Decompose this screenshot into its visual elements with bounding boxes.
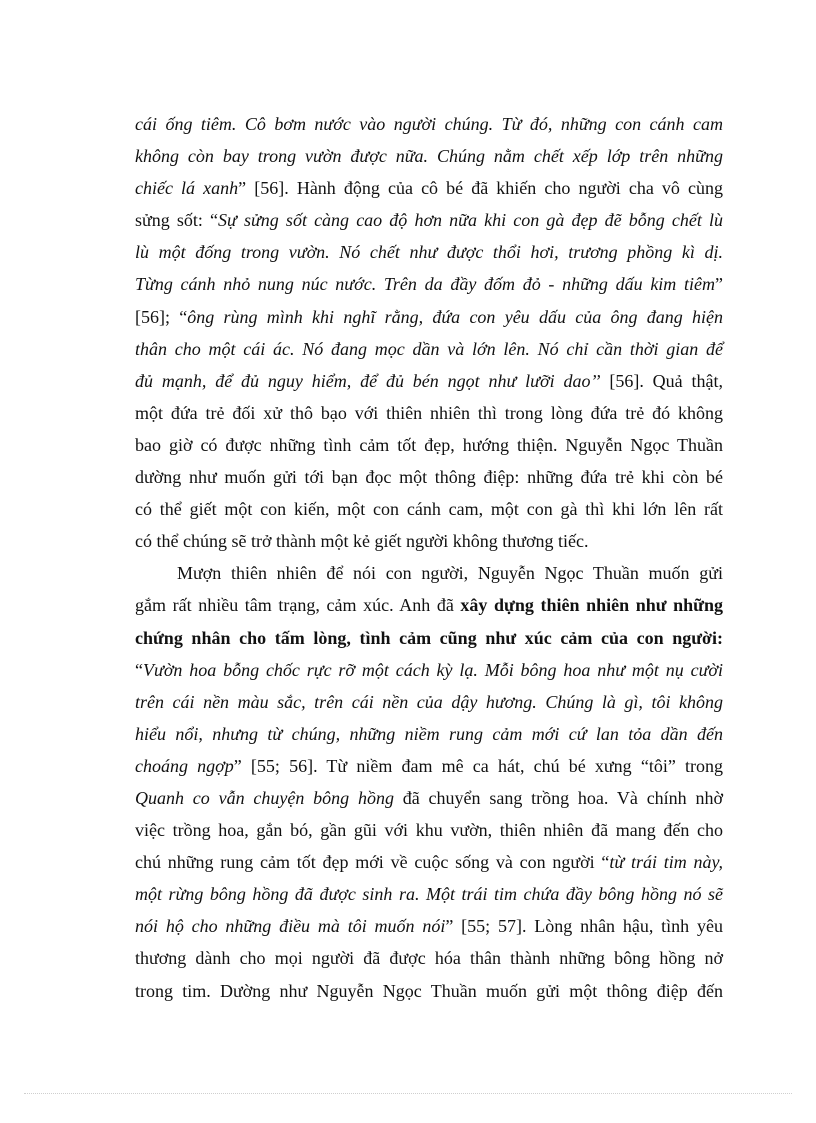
text-run: ông rùng mình khi nghĩ rằng, đứa con yêu dấu của ông đang hiện xyxy=(187,306,723,327)
text-run: thân cho một cái ác. Nó đang mọc dần và lớn lên. Nó chỉ cần thời gian để xyxy=(135,338,723,359)
text-line xyxy=(135,268,723,300)
text-line xyxy=(135,461,723,493)
text-run: Sự sửng sốt càng cao độ hơn nữa khi con gà đẹp đẽ bỗng chết lù xyxy=(218,210,723,231)
text-run: trong tim. Dường như Nguyễn Ngọc Thuần muốn gửi một thông điệp đến xyxy=(135,980,723,1001)
text-line xyxy=(135,493,723,525)
text-run: Từng cánh nhỏ nung núc nước. Trên da đầy đốm đỏ - những dấu kim tiêm xyxy=(135,274,715,295)
text-run: đã chuyển sang trồng hoa. Và chính nhờ xyxy=(393,787,724,808)
text-run: Mượn thiên nhiên để nói con người, Nguyễn Ngọc Thuần muốn gửi xyxy=(177,563,723,584)
text-run: hiểu nổi, nhưng từ chúng, những niềm rung cảm mới cứ lan tỏa dần đến xyxy=(135,723,723,744)
text-run: nói hộ cho những điều mà tôi muốn nói xyxy=(135,916,446,937)
text-line xyxy=(135,301,723,333)
text-run: một đứa trẻ đối xử thô bạo với thiên nhiên thì trong lòng đứa trẻ đó không xyxy=(135,402,723,423)
text-line xyxy=(135,204,723,236)
text-line xyxy=(135,172,723,204)
body-text xyxy=(135,108,723,1007)
text-run: ” [55; 57]. Lòng nhân hậu, tình yêu xyxy=(445,916,723,937)
text-run: ” xyxy=(715,274,723,295)
text-run: một rừng bông hồng đã được sinh ra. Một trái tim chứa đầy bông hồng nó sẽ xyxy=(135,884,723,905)
text-run: ” [55; 56]. Từ niềm đam mê ca hát, chú bé xưng “tôi” trong xyxy=(233,755,723,776)
text-run: ” [56]. Hành động của cô bé đã khiến cho người cha vô cùng xyxy=(238,178,723,199)
text-run: dường như muốn gửi tới bạn đọc một thông điệp: những đứa trẻ khi còn bé xyxy=(135,467,723,488)
text-run: trên cái nền màu sắc, trên cái nền của dậy hương. Chúng là gì, tôi không xyxy=(135,691,723,712)
text-line xyxy=(135,622,723,654)
text-run: gắm rất nhiều tâm trạng, cảm xúc. Anh đã xyxy=(135,595,461,616)
text-line xyxy=(135,910,723,942)
text-line xyxy=(135,397,723,429)
text-line xyxy=(135,365,723,397)
text-line xyxy=(135,429,723,461)
text-line xyxy=(135,975,723,1007)
text-run: sửng sốt: “ xyxy=(135,210,219,231)
text-line xyxy=(135,878,723,910)
text-run: [56]. Quả thật, xyxy=(600,370,724,391)
text-line xyxy=(135,589,723,621)
page-bottom-rule xyxy=(24,1093,792,1094)
text-run: lù một đống trong vườn. Nó chết như được thổi hơi, trương phồng kì dị. xyxy=(135,242,723,263)
text-run: từ trái tim này, xyxy=(609,852,723,873)
text-run: thương dành cho mọi người đã được hóa thân thành những bông hồng nở xyxy=(135,948,723,969)
text-run: Vườn hoa bỗng chốc rực rỡ một cách kỳ lạ. Mỗi bông hoa như một nụ cười xyxy=(143,659,723,680)
text-run: có thể chúng sẽ trở thành một kẻ giết người không thương tiếc. xyxy=(135,531,589,552)
text-run: đủ mạnh, để đủ nguy hiểm, để đủ bén ngọt như lưỡi dao’’ xyxy=(135,370,601,391)
text-run: choáng ngợp xyxy=(135,755,234,776)
text-run: cái ống tiêm. Cô bơm nước vào người chúng. Từ đó, những con cánh cam xyxy=(135,114,723,134)
text-run: chú những rung cảm tốt đẹp mới về cuộc sống và con người “ xyxy=(135,852,610,873)
text-run: chứng nhân cho tấm lòng, tình cảm cũng như xúc cảm của con người: xyxy=(135,627,723,648)
text-run: có thể giết một con kiến, một con cánh cam, một con gà thì khi lớn lên rất xyxy=(135,499,723,520)
text-line xyxy=(135,140,723,172)
text-line xyxy=(135,557,723,589)
text-line xyxy=(135,718,723,750)
text-line xyxy=(135,782,723,814)
text-line xyxy=(135,750,723,782)
text-line xyxy=(135,333,723,365)
text-line xyxy=(135,942,723,974)
text-run: [56]; “ xyxy=(135,306,188,327)
text-line xyxy=(135,525,723,557)
text-run: không còn bay trong vườn được nữa. Chúng nằm chết xếp lớp trên những xyxy=(135,146,723,167)
text-run: chiếc lá xanh xyxy=(135,178,239,199)
text-run: xây dựng thiên nhiên như những xyxy=(460,595,723,616)
text-line xyxy=(135,846,723,878)
text-run: bao giờ có được những tình cảm tốt đẹp, hướng thiện. Nguyễn Ngọc Thuần xyxy=(135,434,723,455)
text-line xyxy=(135,236,723,268)
text-run: “ xyxy=(135,659,143,680)
text-run: Quanh co vẫn chuyện bông hồng xyxy=(135,787,394,808)
text-run: việc trồng hoa, gắn bó, gần gũi với khu vườn, thiên nhiên đã mang đến cho xyxy=(135,820,723,841)
text-line xyxy=(135,686,723,718)
text-line xyxy=(135,654,723,686)
text-line xyxy=(135,814,723,846)
text-line xyxy=(135,108,723,140)
